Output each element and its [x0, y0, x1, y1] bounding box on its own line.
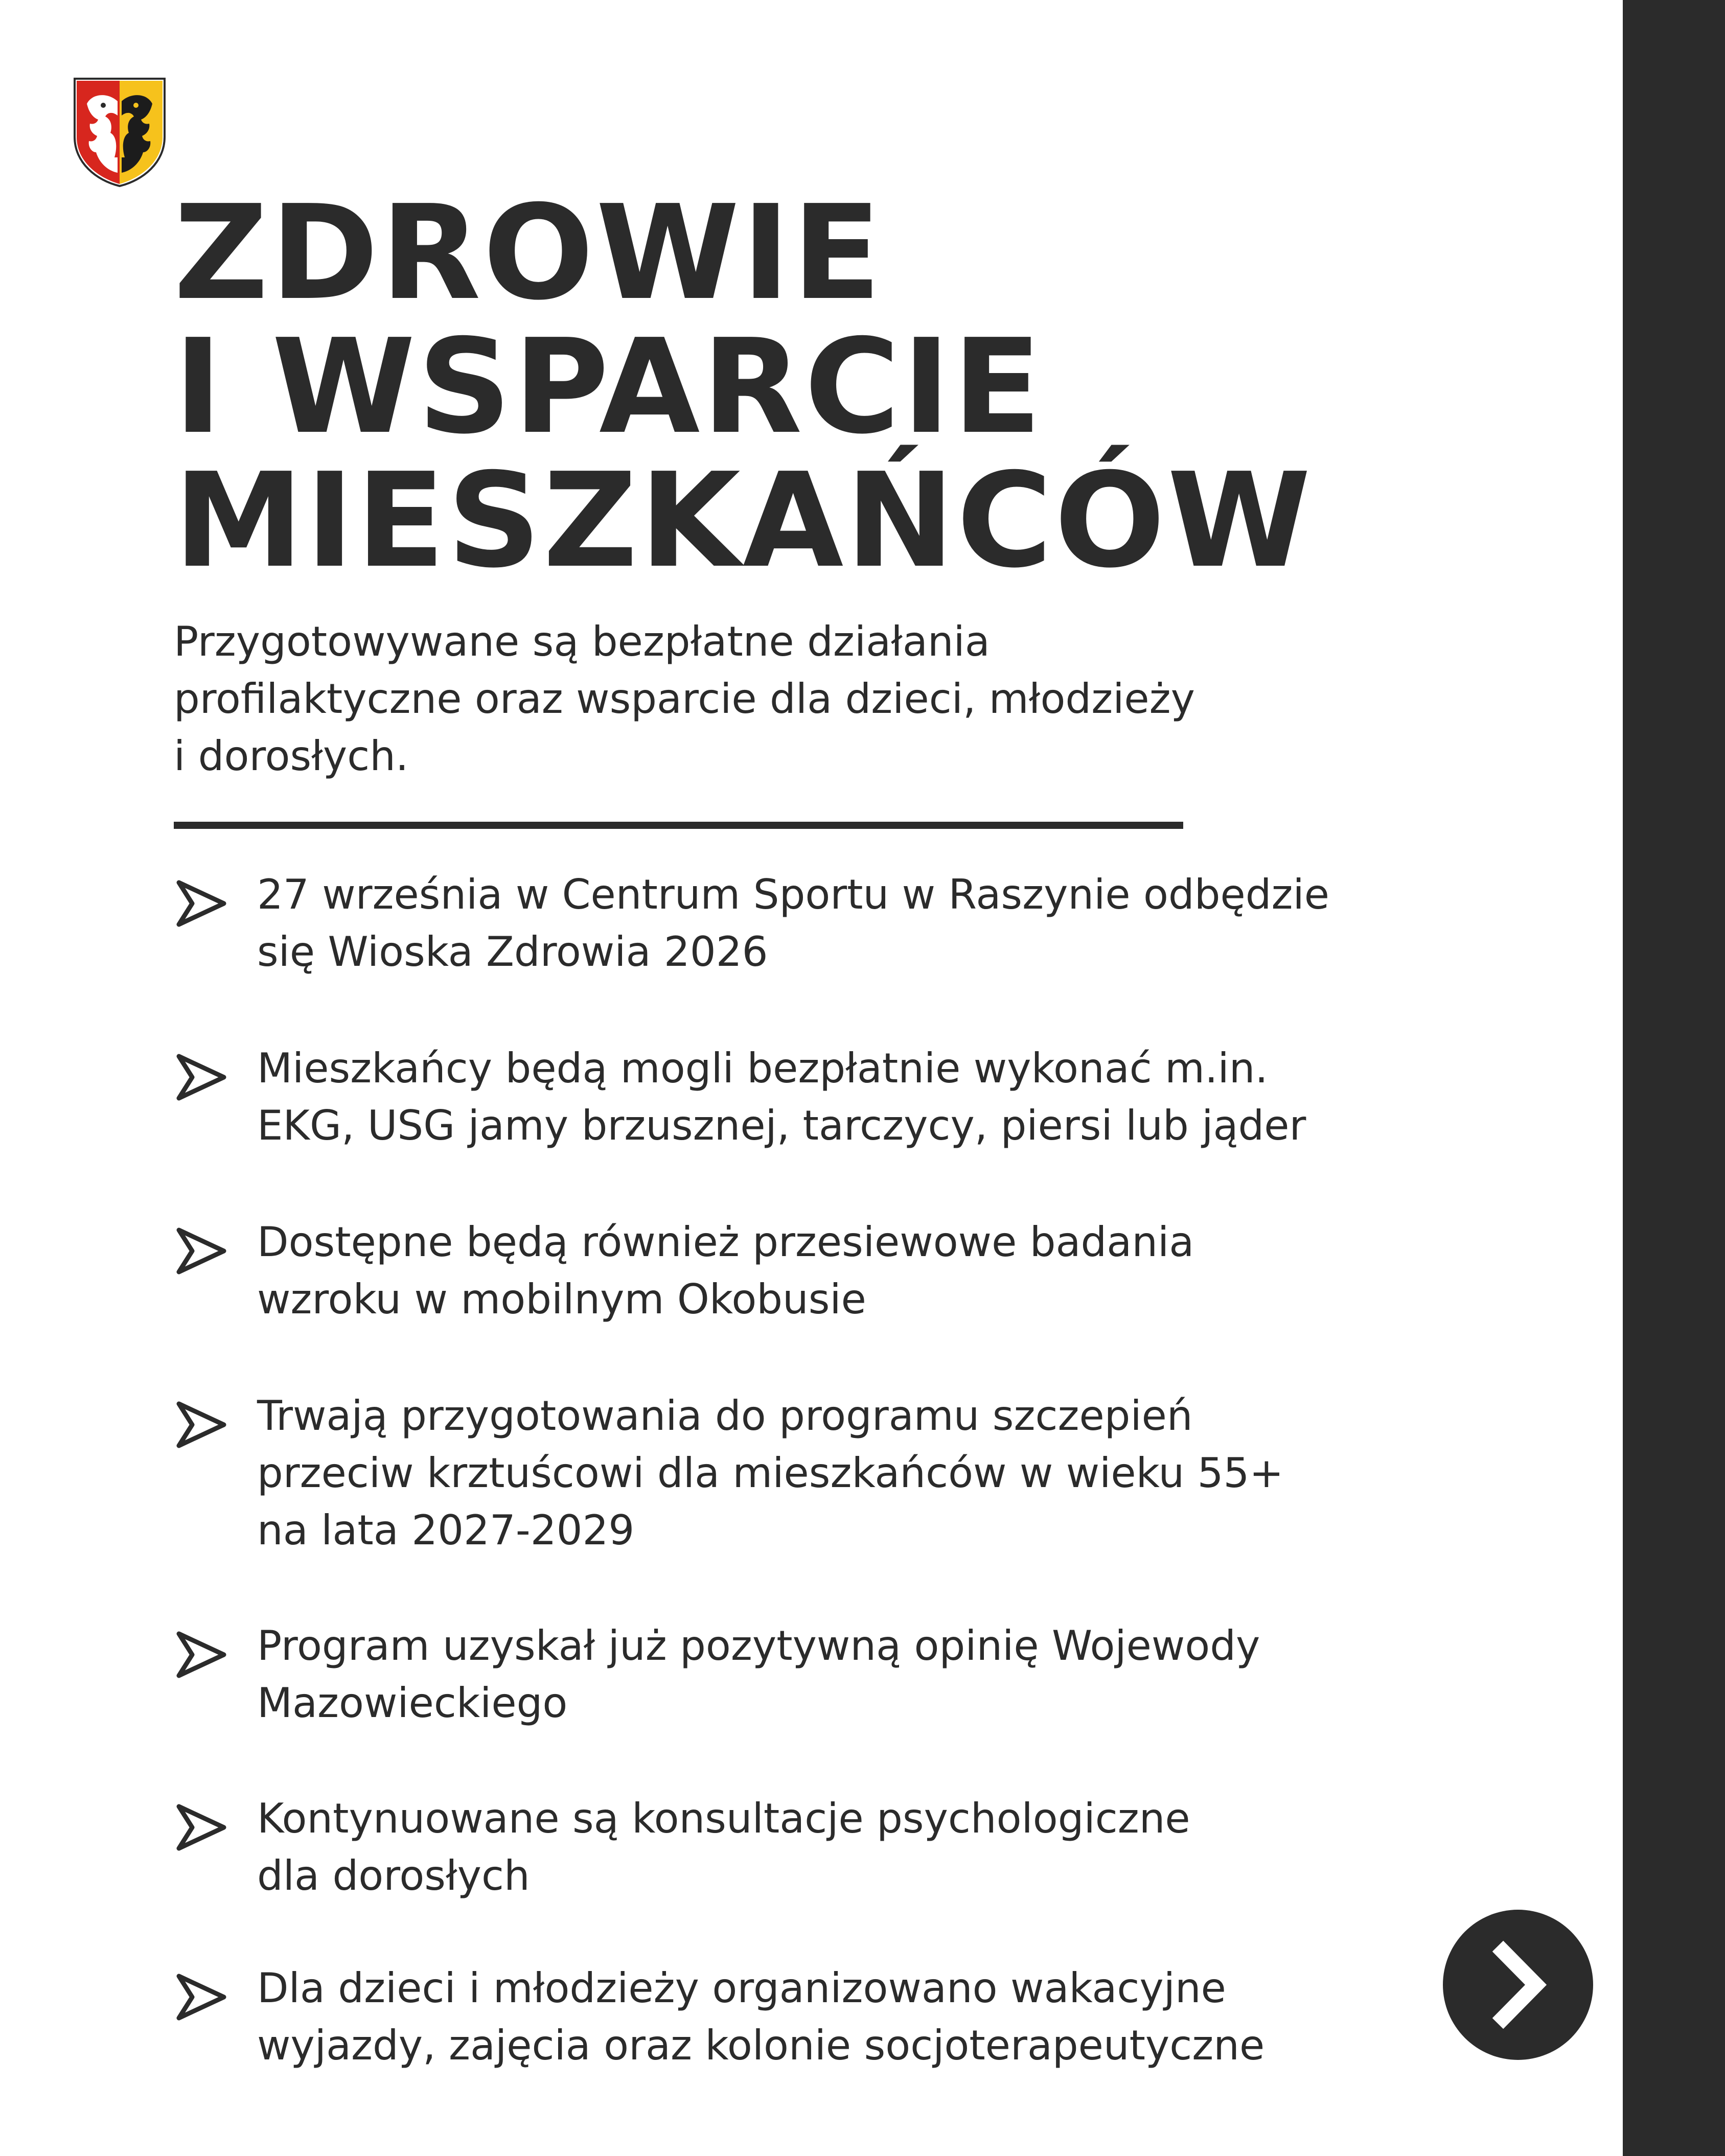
intro-line-1: Przygotowywane są bezpłatne działania	[174, 618, 990, 665]
list-item-line: Kontynuowane są konsultacje psychologiczne	[257, 1795, 1190, 1842]
list-item-line: Mieszkańcy będą mogli bezpłatnie wykonać m.in.	[257, 1045, 1268, 1092]
list-item-text	[257, 1790, 1555, 1905]
next-button[interactable]	[1443, 1910, 1593, 2060]
list-item-line: na lata 2027-2029	[257, 1506, 635, 1554]
intro-text	[174, 613, 1452, 785]
arrow-outline-icon	[174, 1397, 230, 1453]
coat-of-arms-icon	[72, 76, 168, 189]
list-item-text	[257, 1960, 1555, 2074]
arrow-outline-icon	[174, 1969, 230, 2025]
list-item-text	[257, 1387, 1555, 1559]
list-item-line: Program uzyskał już pozytywną opinię Wojewody	[257, 1622, 1260, 1670]
intro-line-2: profilaktyczne oraz wsparcie dla dzieci, młodzieży	[174, 675, 1195, 723]
arrow-outline-icon	[174, 875, 230, 932]
list-item-line: Mazowieckiego	[257, 1679, 568, 1727]
side-bar	[1623, 0, 1725, 2156]
list-item-text	[257, 866, 1555, 981]
list-item-line: wyjazdy, zajęcia oraz kolonie socjoterapeutyczne	[257, 2022, 1265, 2069]
arrow-outline-icon	[174, 1223, 230, 1279]
list-item-line: 27 września w Centrum Sportu w Raszynie odbędzie	[257, 871, 1329, 918]
arrow-outline-icon	[174, 1799, 230, 1856]
title-line-1: ZDROWIE	[174, 177, 884, 329]
arrow-outline-icon	[174, 1627, 230, 1683]
list-item-text	[257, 1617, 1555, 1732]
page-title	[174, 177, 1313, 597]
divider	[174, 822, 1183, 829]
list-item-line: przeciw krztuścowi dla mieszkańców w wieku 55+	[257, 1449, 1284, 1497]
list-item-line: Dostępne będą również przesiewowe badania	[257, 1218, 1194, 1266]
list-item-text	[257, 1214, 1555, 1328]
list-item-text	[257, 1040, 1555, 1154]
list-item-line: Dla dzieci i młodzieży organizowano wakacyjne	[257, 1964, 1226, 2012]
title-line-3: MIESZKAŃCÓW	[174, 445, 1313, 597]
list-item-line: się Wioska Zdrowia 2026	[257, 928, 768, 976]
title-line-2: I WSPARCIE	[174, 311, 1044, 463]
list-item-line: dla dorosłych	[257, 1852, 530, 1899]
intro-line-3: i dorosłych.	[174, 732, 409, 780]
arrow-outline-icon	[174, 1049, 230, 1105]
list-item-line: EKG, USG jamy brzusznej, tarczycy, piersi lub jąder	[257, 1102, 1306, 1149]
list-item-line: Trwają przygotowania do programu szczepień	[257, 1392, 1193, 1440]
chevron-right-icon	[1443, 1910, 1593, 2060]
list-item-line: wzroku w mobilnym Okobusie	[257, 1276, 866, 1323]
